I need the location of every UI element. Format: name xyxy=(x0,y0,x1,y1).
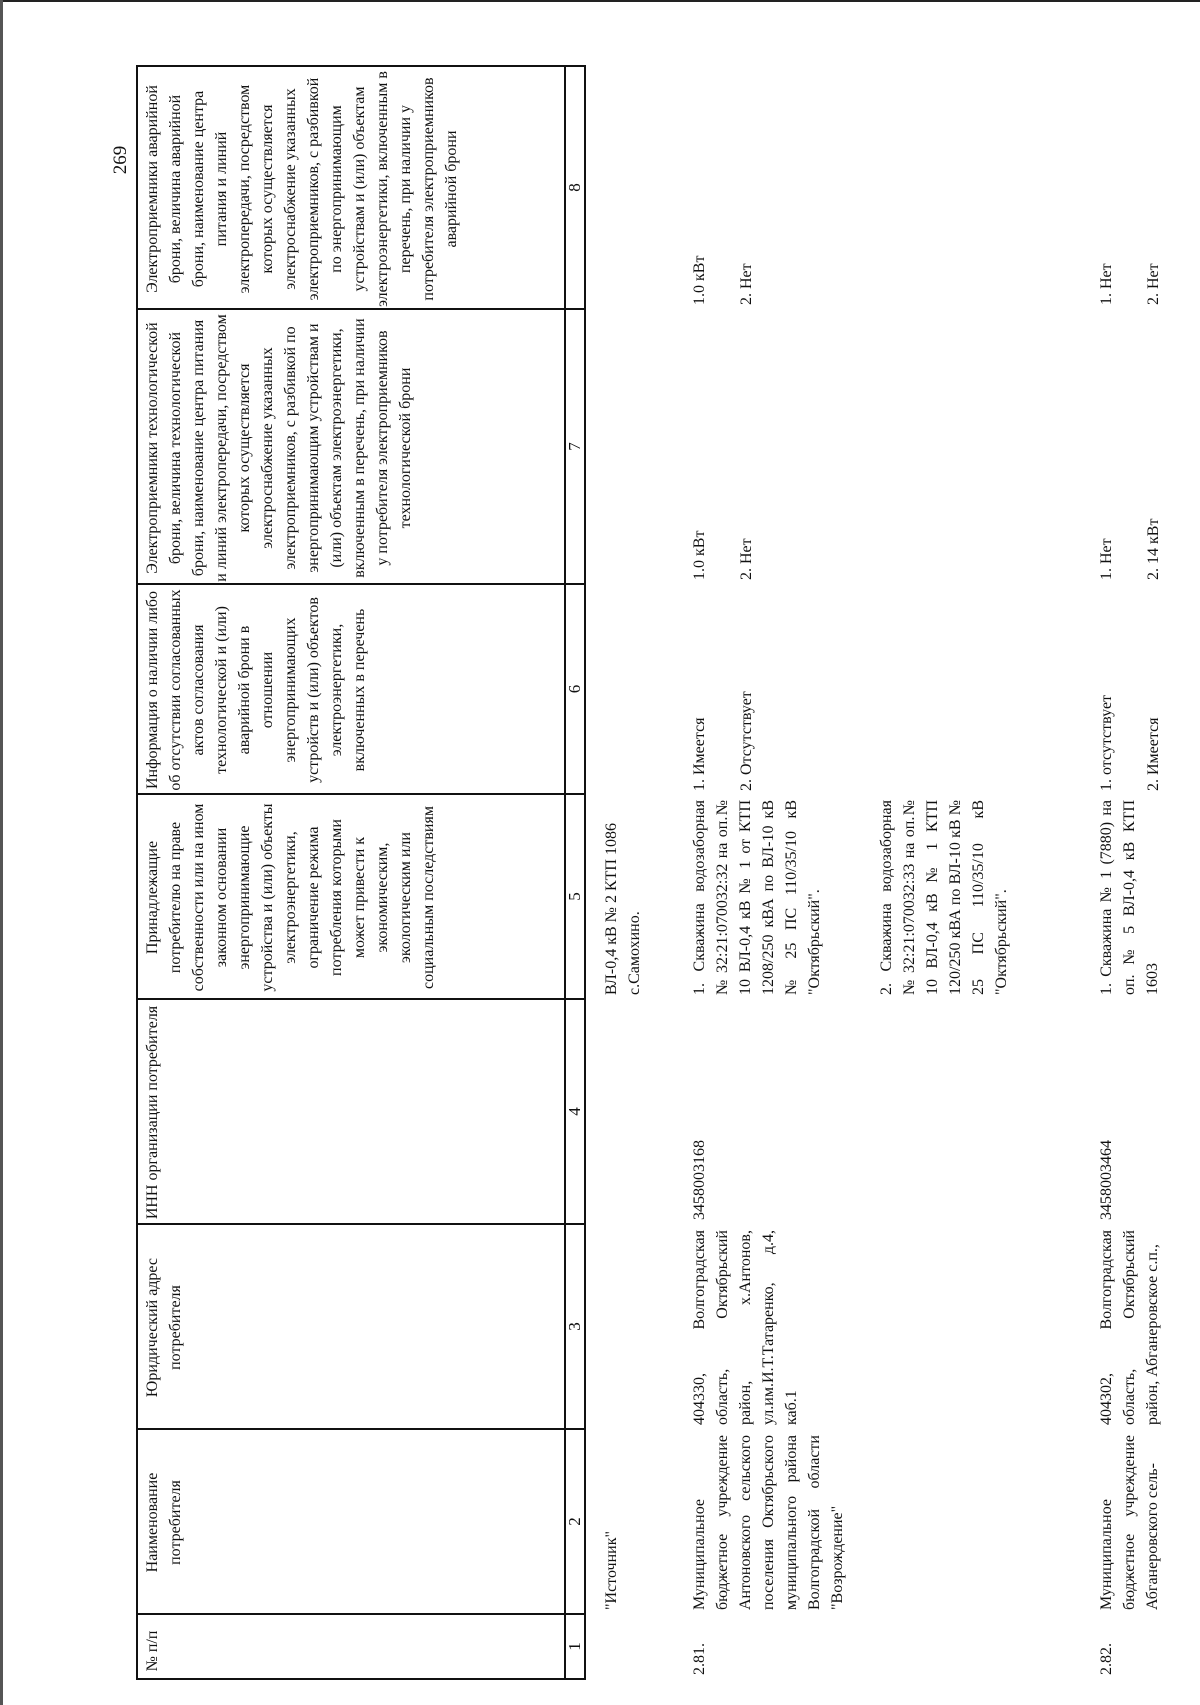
continuation-name: "Источник" xyxy=(603,1530,620,1610)
col-divider-1 xyxy=(136,1678,586,1680)
header-cell-num: № п/п xyxy=(144,1630,161,1672)
row-2-82-act-2: 2. Имеется xyxy=(1145,717,1162,791)
col-divider-5 xyxy=(136,998,586,1000)
col-divider-2 xyxy=(136,1613,586,1615)
column-number-3: 3 xyxy=(565,1322,584,1331)
row-2-81-device-1: 1. Скважина водозаборная № 32:21:070032:32 на оп.№ 10 ВЛ-0,4 кВ № 1 от КТП 1208/250 кВА по ВЛ-10 кВ № 25 ПС 110/35/10 кВ "Октябрьский". xyxy=(691,800,823,995)
header-cell-devices: Принадлежащие потребителю на праве собственности или на ином законном основании энергопринимающие устройства и (или) объекты электроэнергетики, ограничение режима потребления которыми может привести к экономическим, экологическим или социальным последствиям xyxy=(144,803,437,992)
header-cell-name: Наименование потребителя xyxy=(144,1472,184,1573)
header-cell-tech-reserve: Электроприемники технологической брони, величина технологической брони, наименование центра питания и линий электропередачи, посредством которых осуществляется электроснабжение указанных электроприемников, с разбивкой по энергопринимающим устройствам и (или) объектам электроэнергетики, включенным в перечень, при наличии у потребителя электроприемников технологической брони xyxy=(144,314,414,582)
row-2-82-num: 2.82. xyxy=(1098,1643,1115,1675)
row-2-82-name: Муниципальное бюджетное учреждение Абганеровского сель- xyxy=(1098,1435,1161,1610)
continuation-device: ВЛ-0,4 кВ № 2 КТП 1086 с.Самохино. xyxy=(603,823,643,995)
column-number-2: 2 xyxy=(565,1517,584,1526)
column-number-4: 4 xyxy=(565,1107,584,1116)
row-2-82-inn: 3458003464 xyxy=(1098,1140,1115,1220)
row-2-82-device-1: 1. Скважина № 1 (7880) на оп. № 5 ВЛ-0,4 кВ КТП 1603 xyxy=(1098,800,1161,995)
col-divider-9 xyxy=(136,65,586,67)
column-number-7: 7 xyxy=(565,442,584,451)
column-number-6: 6 xyxy=(565,684,584,694)
row-2-81-name: Муниципальное бюджетное учреждение Антоновского сельского поселения Октябрьского муниципального района Волгоградской области "Возрождение" xyxy=(691,1435,846,1610)
column-number-1: 1 xyxy=(565,1642,584,1651)
row-2-81-tech-2: 2. Нет xyxy=(738,538,755,580)
row-2-82-emergency-1: 1. Нет xyxy=(1098,263,1115,305)
row-2-81-num: 2.81. xyxy=(691,1643,708,1675)
row-2-81-act-1: 1. Имеется xyxy=(691,717,708,791)
col-divider-3 xyxy=(136,1428,586,1430)
header-cell-inn: ИНН организации потребителя xyxy=(144,1005,161,1220)
header-cell-acts: Информация о наличии либо об отсутствии согласованных актов согласования технологической и (или) аварийной брони в отношении энергопринимающих устройств и (или) объектов электроэнергетики, включенных в перечень xyxy=(144,589,368,791)
column-number-8: 8 xyxy=(565,183,584,192)
row-2-82-tech-2: 2. 14 кВт xyxy=(1145,518,1162,580)
row-2-81-emergency-2: 2. Нет xyxy=(738,263,755,305)
row-2-81-address: 404330, Волгоградская область, Октябрьский район, х.Антонов, ул.им.И.Т.Татаренко, д.4, каб.1 xyxy=(691,1230,800,1425)
row-2-81-device-2: 2. Скважина водозаборная № 32:21:070032:33 на оп.№ 10 ВЛ-0,4 кВ № 1 КТП 120/250 кВА по ВЛ-10 кВ № 25 ПС 110/35/10 кВ "Октябрьский". xyxy=(878,800,1010,995)
row-2-81-emergency-1: 1.0 кВт xyxy=(691,255,708,305)
header-cell-emergency-reserve: Электроприемники аварийной брони, величина аварийной брони, наименование центра питания и линий электропередачи, посредством которых осуществляется электроснабжение указанных электроприемников, с разбивкой по энергопринимающим устройствам и (или) объектам электроэнергетики, включенным в перечень, при наличии у потребителя электроприемников аварийной брони xyxy=(144,71,460,307)
row-2-81-act-2: 2. Отсутствует xyxy=(738,691,755,791)
row-2-82-emergency-2: 2. Нет xyxy=(1145,263,1162,305)
header-cell-address: Юридический адрес потребителя xyxy=(144,1257,184,1398)
col-divider-7 xyxy=(136,583,586,585)
col-divider-6 xyxy=(136,793,586,795)
col-divider-4 xyxy=(136,1223,586,1225)
row-2-82-act-1: 1. отсутствует xyxy=(1098,694,1115,791)
row-2-82-address: 404302, Волгоградская область, Октябрьский район, Абганеровское с.п., xyxy=(1098,1230,1161,1425)
row-2-82-tech-1: 1. Нет xyxy=(1098,538,1115,580)
col-divider-8 xyxy=(136,308,586,310)
page-number: 269 xyxy=(110,145,131,175)
column-number-5: 5 xyxy=(565,892,584,901)
row-2-81-tech-1: 1.0 кВт xyxy=(691,530,708,580)
row-2-81-inn: 3458003168 xyxy=(691,1140,708,1220)
